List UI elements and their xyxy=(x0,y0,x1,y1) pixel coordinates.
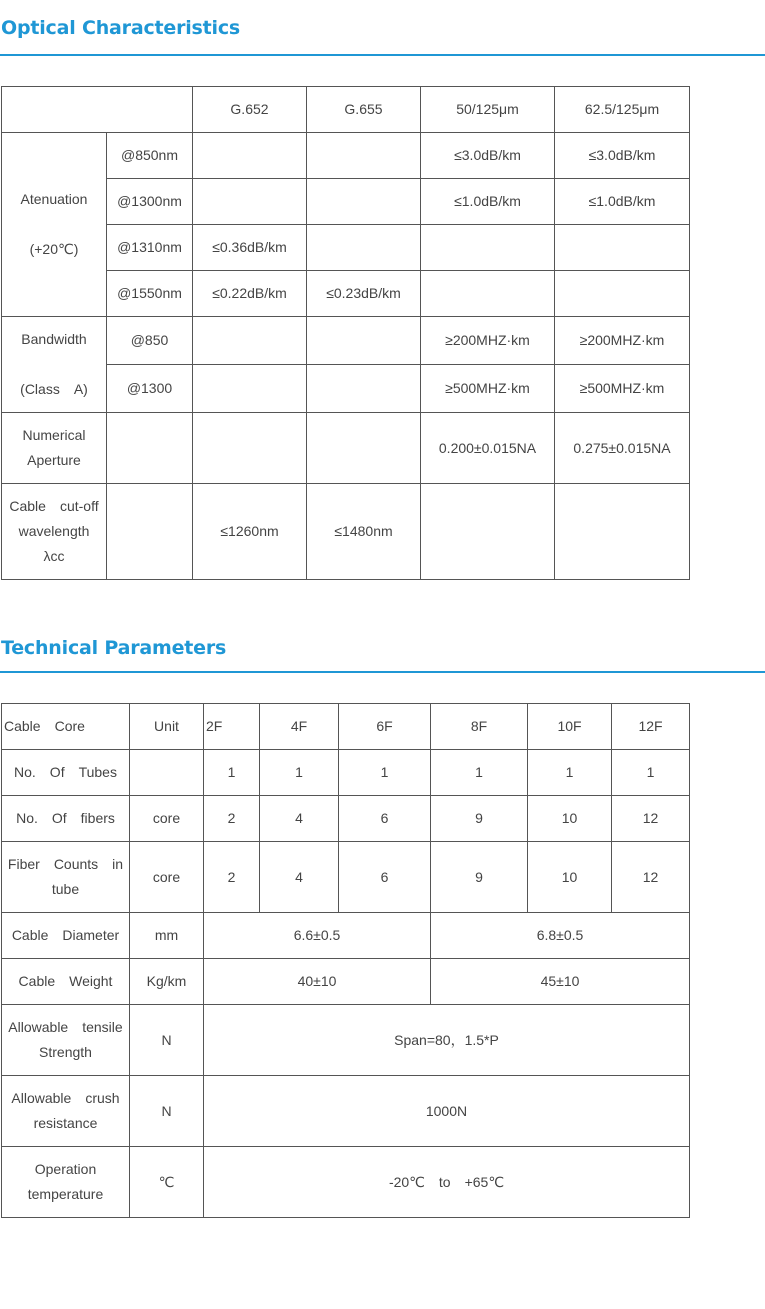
crush-label-line2: resistance xyxy=(33,1115,98,1131)
weight-value-right: 45±10 xyxy=(431,959,690,1005)
temperature-unit: ℃ xyxy=(130,1147,204,1218)
attenuation-wl: @1550nm xyxy=(107,271,193,317)
crush-value: 1000N xyxy=(204,1076,690,1147)
technical-header-row xyxy=(2,704,690,750)
weight-value-left: 40±10 xyxy=(204,959,431,1005)
aperture-label xyxy=(2,413,107,484)
optical-header-mm50: 50/125μm xyxy=(421,87,555,133)
fibers-row xyxy=(2,796,690,842)
optical-header-g655: G.655 xyxy=(307,87,421,133)
counts-value: 6 xyxy=(339,842,431,913)
tensile-unit: N xyxy=(130,1005,204,1076)
fibers-value: 10 xyxy=(528,796,612,842)
aperture-wl xyxy=(107,413,193,484)
technical-section-title: Technical Parameters xyxy=(1,637,227,659)
cutoff-g655: ≤1480nm xyxy=(307,484,421,580)
tubes-value: 1 xyxy=(204,750,260,796)
attenuation-mm62: ≤1.0dB/km xyxy=(555,179,690,225)
cutoff-label-line1: Cable cut-off xyxy=(9,498,99,514)
aperture-g655 xyxy=(307,413,421,484)
attenuation-mm50: ≤1.0dB/km xyxy=(421,179,555,225)
technical-title-rule xyxy=(0,671,765,673)
diameter-unit: mm xyxy=(130,913,204,959)
header-10f: 10F xyxy=(528,704,612,750)
crush-label xyxy=(2,1076,130,1147)
cutoff-mm50 xyxy=(421,484,555,580)
cutoff-mm62 xyxy=(555,484,690,580)
temperature-row xyxy=(2,1147,690,1218)
attenuation-wl: @1310nm xyxy=(107,225,193,271)
attenuation-label-line1: Atenuation xyxy=(20,191,88,207)
diameter-label: Cable Diameter xyxy=(2,913,130,959)
attenuation-wl: @850nm xyxy=(107,133,193,179)
attenuation-g655 xyxy=(307,225,421,271)
bandwidth-g655 xyxy=(307,317,421,365)
technical-table xyxy=(1,703,690,1218)
fibers-value: 6 xyxy=(339,796,431,842)
bandwidth-wl: @850 xyxy=(107,317,193,365)
crush-row xyxy=(2,1076,690,1147)
attenuation-mm50: ≤3.0dB/km xyxy=(421,133,555,179)
bandwidth-g655 xyxy=(307,365,421,413)
header-2f: 2F xyxy=(204,704,260,750)
aperture-mm50: 0.200±0.015NA xyxy=(421,413,555,484)
optical-table xyxy=(1,86,690,580)
optical-header-blank xyxy=(2,87,193,133)
tubes-value: 1 xyxy=(339,750,431,796)
bandwidth-mm50: ≥500MHZ·km xyxy=(421,365,555,413)
attenuation-g655 xyxy=(307,179,421,225)
counts-unit: core xyxy=(130,842,204,913)
attenuation-mm62 xyxy=(555,271,690,317)
fibers-value: 2 xyxy=(204,796,260,842)
diameter-value-left: 6.6±0.5 xyxy=(204,913,431,959)
header-4f: 4F xyxy=(260,704,339,750)
aperture-label-line1: Numerical xyxy=(22,427,86,443)
attenuation-g652: ≤0.36dB/km xyxy=(193,225,307,271)
tubes-row xyxy=(2,750,690,796)
temperature-label xyxy=(2,1147,130,1218)
temperature-label-line1: Operation xyxy=(34,1161,97,1177)
bandwidth-g652 xyxy=(193,365,307,413)
counts-value: 4 xyxy=(260,842,339,913)
header-cable-core: Cable Core xyxy=(2,704,130,750)
attenuation-wl: @1300nm xyxy=(107,179,193,225)
tensile-label-line2: Strength xyxy=(39,1044,92,1060)
attenuation-g655: ≤0.23dB/km xyxy=(307,271,421,317)
counts-value: 9 xyxy=(431,842,528,913)
attenuation-label-line2: (+20℃) xyxy=(29,241,79,257)
bandwidth-label-line1: Bandwidth xyxy=(21,331,87,347)
header-6f: 6F xyxy=(339,704,431,750)
header-8f: 8F xyxy=(431,704,528,750)
fibers-unit: core xyxy=(130,796,204,842)
bandwidth-wl: @1300 xyxy=(107,365,193,413)
bandwidth-label-line2: (Class A) xyxy=(20,381,88,397)
weight-unit: Kg/km xyxy=(130,959,204,1005)
optical-header-mm62: 62.5/125μm xyxy=(555,87,690,133)
attenuation-mm62: ≤3.0dB/km xyxy=(555,133,690,179)
tubes-value: 1 xyxy=(528,750,612,796)
tensile-value: Span=80，1.5*P xyxy=(204,1005,690,1076)
counts-label-line2: tube xyxy=(51,881,80,897)
fibers-value: 4 xyxy=(260,796,339,842)
attenuation-row-850 xyxy=(2,133,690,179)
optical-header-row xyxy=(2,87,690,133)
tubes-value: 1 xyxy=(431,750,528,796)
attenuation-g652 xyxy=(193,133,307,179)
counts-label xyxy=(2,842,130,913)
bandwidth-mm50: ≥200MHZ·km xyxy=(421,317,555,365)
tensile-row xyxy=(2,1005,690,1076)
bandwidth-g652 xyxy=(193,317,307,365)
attenuation-g652 xyxy=(193,179,307,225)
temperature-label-line2: temperature xyxy=(27,1186,104,1202)
optical-header-g652: G.652 xyxy=(193,87,307,133)
cutoff-g652: ≤1260nm xyxy=(193,484,307,580)
attenuation-mm50 xyxy=(421,225,555,271)
attenuation-g652: ≤0.22dB/km xyxy=(193,271,307,317)
tubes-value: 1 xyxy=(612,750,690,796)
cutoff-label xyxy=(2,484,107,580)
bandwidth-mm62: ≥200MHZ·km xyxy=(555,317,690,365)
counts-row xyxy=(2,842,690,913)
attenuation-mm50 xyxy=(421,271,555,317)
tensile-label xyxy=(2,1005,130,1076)
attenuation-mm62 xyxy=(555,225,690,271)
cutoff-label-line3: λcc xyxy=(43,548,65,564)
bandwidth-mm62: ≥500MHZ·km xyxy=(555,365,690,413)
diameter-value-right: 6.8±0.5 xyxy=(431,913,690,959)
cutoff-row xyxy=(2,484,690,580)
optical-title-rule xyxy=(0,54,765,56)
aperture-label-line2: Aperture xyxy=(27,452,81,468)
optical-section-title: Optical Characteristics xyxy=(1,17,241,39)
crush-label-line1: Allowable crush xyxy=(11,1090,120,1106)
cutoff-wl xyxy=(107,484,193,580)
diameter-row xyxy=(2,913,690,959)
crush-unit: N xyxy=(130,1076,204,1147)
counts-value: 2 xyxy=(204,842,260,913)
header-12f: 12F xyxy=(612,704,690,750)
weight-row xyxy=(2,959,690,1005)
counts-value: 10 xyxy=(528,842,612,913)
cutoff-label-line2: wavelength xyxy=(18,523,90,539)
bandwidth-row-850 xyxy=(2,317,690,365)
aperture-mm62: 0.275±0.015NA xyxy=(555,413,690,484)
temperature-value: -20℃ to +65℃ xyxy=(204,1147,690,1218)
tubes-unit xyxy=(130,750,204,796)
fibers-value: 12 xyxy=(612,796,690,842)
fibers-label: No. Of fibers xyxy=(2,796,130,842)
counts-value: 12 xyxy=(612,842,690,913)
bandwidth-label xyxy=(2,317,107,413)
attenuation-g655 xyxy=(307,133,421,179)
tensile-label-line1: Allowable tensile xyxy=(8,1019,123,1035)
tubes-value: 1 xyxy=(260,750,339,796)
attenuation-label xyxy=(2,133,107,317)
fibers-value: 9 xyxy=(431,796,528,842)
header-unit: Unit xyxy=(130,704,204,750)
counts-label-line1: Fiber Counts in xyxy=(7,856,124,872)
aperture-row xyxy=(2,413,690,484)
weight-label: Cable Weight xyxy=(2,959,130,1005)
aperture-g652 xyxy=(193,413,307,484)
tubes-label: No. Of Tubes xyxy=(2,750,130,796)
